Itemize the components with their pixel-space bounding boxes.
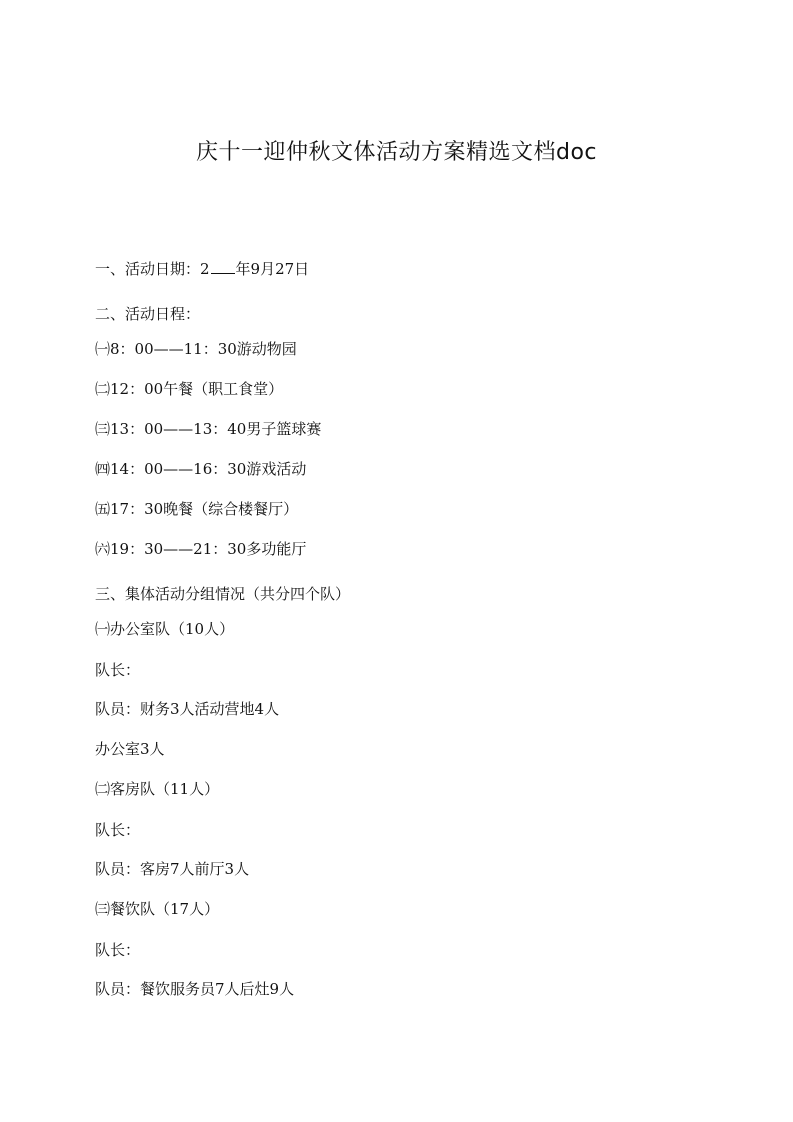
team-leader: 队长： <box>95 661 141 679</box>
schedule-item: ㈡12：00午餐（职工食堂） <box>95 380 284 398</box>
activity-date-prefix: 一、活动日期：2 <box>95 260 210 278</box>
team-leader: 队长： <box>95 941 141 959</box>
schedule-item: ㈢13：00——13：40男子篮球赛 <box>95 420 322 438</box>
team-leader: 队长： <box>95 821 141 839</box>
activity-date-line <box>95 259 309 279</box>
team-members: 队员：客房7人前厅3人 <box>95 860 250 878</box>
team-title: ㈠办公室队（10人） <box>95 620 235 638</box>
page-title: 庆十一迎仲秋文体活动方案精选文档doc <box>195 140 598 165</box>
team-title: ㈢餐饮队（17人） <box>95 900 220 918</box>
schedule-item: ㈣14：00——16：30游戏活动 <box>95 460 307 478</box>
activity-date-suffix: 年9月27日 <box>235 260 310 278</box>
schedule-heading: 二、活动日程： <box>95 305 201 323</box>
schedule-item: ㈠8：00——11：30游动物园 <box>95 340 297 358</box>
groups-heading: 三、集体活动分组情况（共分四个队） <box>95 585 351 603</box>
schedule-item: ㈤17：30晚餐（综合楼餐厅） <box>95 500 299 518</box>
team-members: 队员：餐饮服务员7人后灶9人 <box>95 980 295 998</box>
team-title: ㈡客房队（11人） <box>95 780 220 798</box>
date-blank-underline <box>211 259 235 274</box>
schedule-item: ㈥19：30——21：30多功能厅 <box>95 540 307 558</box>
team-members: 队员：财务3人活动营地4人 <box>95 700 280 718</box>
team-members-extra: 办公室3人 <box>95 740 165 758</box>
